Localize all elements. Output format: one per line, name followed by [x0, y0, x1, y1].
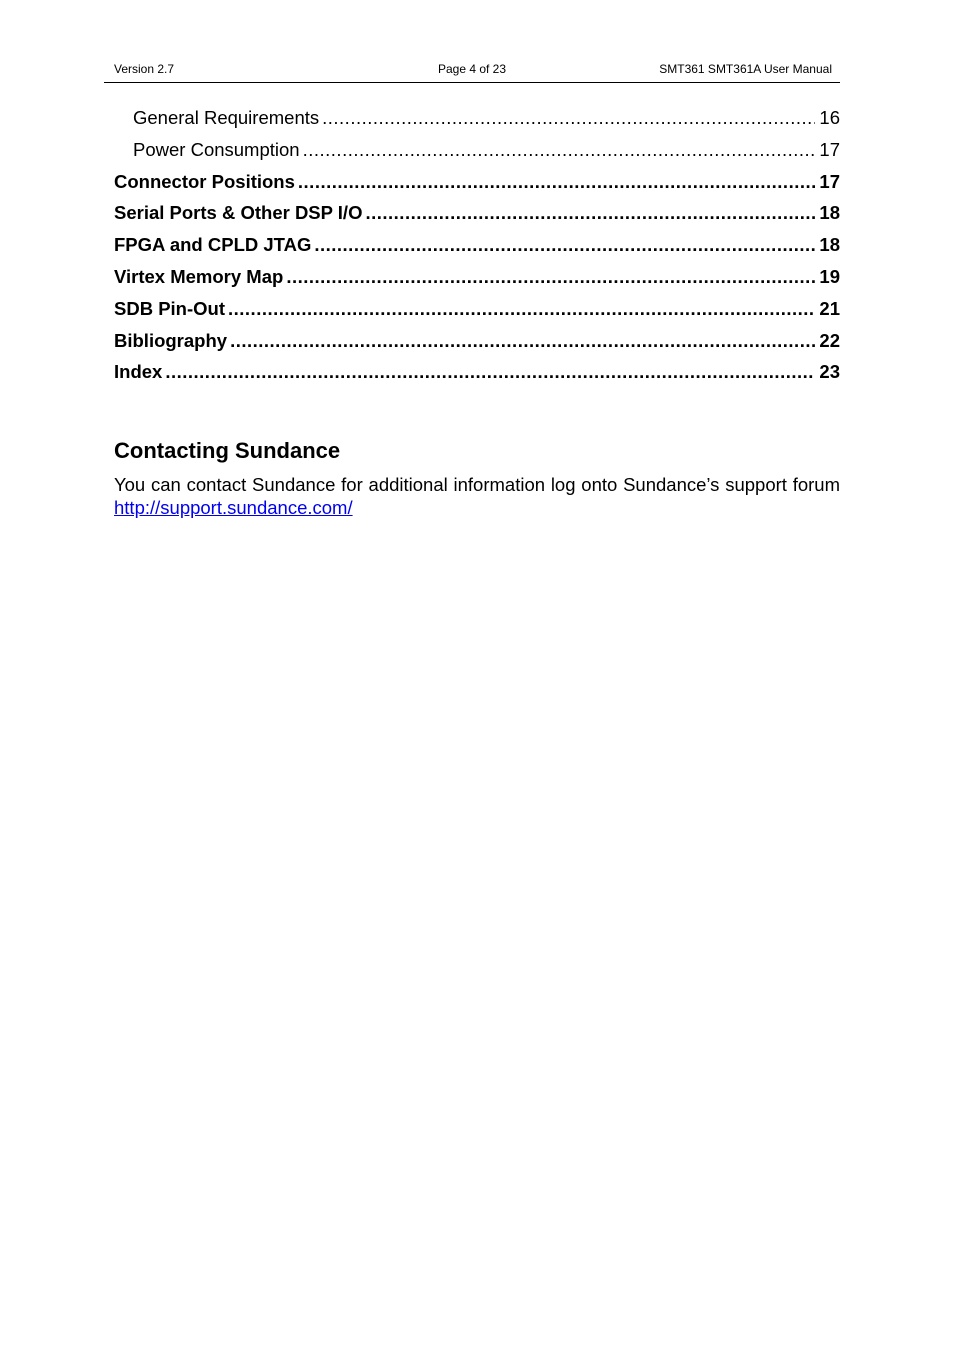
toc-entry-label: General Requirements	[133, 107, 320, 128]
toc-entry-index[interactable]	[114, 360, 840, 392]
toc-entry-page: 17	[819, 138, 840, 160]
toc-entry-label: Connector Positions	[114, 170, 295, 192]
support-forum-link[interactable]: http://support.sundance.com/	[114, 496, 353, 518]
table-of-contents	[114, 106, 840, 392]
toc-entry-page: 22	[819, 329, 840, 351]
toc-entry-label: Bibliography	[114, 329, 228, 351]
toc-entry-label: Index	[114, 361, 163, 383]
toc-entry-sdb-pin-out[interactable]	[114, 297, 840, 329]
toc-entry-page: 19	[819, 265, 840, 287]
toc-entry-page: 17	[819, 170, 840, 192]
toc-entry-page: 18	[819, 234, 840, 256]
toc-leader-dots	[314, 233, 815, 257]
toc-entry-page: 18	[819, 202, 840, 224]
contact-text: You can contact Sundance for additional information log onto Sundance’s support forum	[114, 474, 840, 495]
toc-entry-label: SDB Pin-Out	[114, 297, 225, 319]
toc-entry-serial-ports[interactable]	[114, 201, 840, 233]
header-version: Version 2.7	[114, 62, 175, 76]
toc-entry-label: Virtex Memory Map	[114, 265, 284, 287]
toc-entry-virtex-memory-map[interactable]	[114, 265, 840, 297]
toc-entry-label: Serial Ports & Other DSP I/O	[114, 202, 363, 224]
toc-entry-label: Power Consumption	[133, 138, 300, 160]
toc-leader-dots	[165, 360, 815, 384]
header-page-number: Page 4 of 23	[437, 62, 507, 76]
toc-leader-dots	[298, 170, 816, 194]
toc-leader-dots	[365, 201, 815, 225]
toc-entry-connector-positions[interactable]	[114, 170, 840, 202]
header-doc-title: SMT361 SMT361A User Manual	[659, 62, 832, 76]
section-title-contacting-sundance: Contacting Sundance	[114, 438, 341, 463]
toc-entry-page: 23	[819, 361, 840, 383]
toc-entry-general-requirements[interactable]	[114, 106, 840, 138]
toc-entry-label: FPGA and CPLD JTAG	[114, 234, 312, 256]
toc-entry-fpga-cpld-jtag[interactable]	[114, 233, 840, 265]
contact-paragraph	[114, 474, 840, 519]
toc-leader-dots	[228, 297, 815, 321]
toc-entry-page: 21	[819, 297, 840, 319]
toc-leader-dots	[303, 138, 816, 162]
toc-entry-power-consumption[interactable]	[114, 138, 840, 170]
toc-leader-dots	[322, 106, 815, 130]
page-header	[104, 61, 840, 83]
toc-entry-bibliography[interactable]	[114, 329, 840, 361]
toc-leader-dots	[286, 265, 815, 289]
toc-leader-dots	[230, 329, 815, 353]
toc-entry-page: 16	[819, 107, 840, 128]
